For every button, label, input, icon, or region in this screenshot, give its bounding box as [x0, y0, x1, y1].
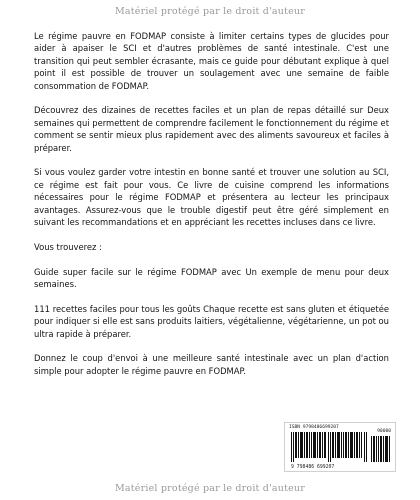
paragraph-discover: Découvrez des dizaines de recettes faciles et un plan de repas détaillé sur Deux semaines qui permettent de comprendre facilement le fonctionnement du régime et comment se sentir mieux plus rapidement avec des aliments savoureux et faciles à préparer. — [34, 105, 389, 153]
paragraph-you-will-find: Vous trouverez : — [34, 241, 102, 252]
copyright-watermark-top: Matériel protégé par le droit d'auteur — [115, 6, 305, 17]
price-code: 90000 — [377, 429, 391, 434]
paragraph-health: Si vous voulez garder votre intestin en bonne santé et trouver une solution au SCI, ce régime est fait pour vous. Ce livre de cuisine comprend les informations nécessaires pour le régime FODMAP et présentera au lecteur les principaux avantages. Assurez-vous que le trouble digestif peut être géré simplement en suivant les recommandations et en appréciant les recettes incluses dans ce livre. — [34, 167, 389, 228]
barcode-number: 9 798486 699207 — [291, 465, 335, 470]
copyright-watermark-bottom: Matériel protégé par le droit d'auteur — [115, 483, 305, 494]
paragraph-recipes: 111 recettes faciles pour tous les goûts Chaque recette est sans gluten et étiquetée pour indiquer si elle est sans produits laitiers, végétalienne, végétarienne, un pot ou ultra rapide à préparer. — [34, 303, 389, 339]
paragraph-closing: Donnez le coup d'envoi à une meilleure santé intestinale avec un plan d'action simple pour adopter le régime pauvre en FODMAP. — [34, 353, 389, 376]
paragraph-guide: Guide super facile sur le régime FODMAP avec Un exemple de menu pour deux semaines. — [34, 266, 389, 290]
barcode-bars-icon — [291, 432, 367, 462]
paragraph-intro: Le régime pauvre en FODMAP consiste à limiter certains types de glucides pour aider à apaiser le SCI et d'autres problèmes de santé intestinale. C'est une transition qui peut sembler écrasante, mais ce guide pour débutant explique à quel point il est possible de trouver un soulagement avec une semaine de faible consommation de FODMAP. — [34, 31, 389, 91]
isbn-label: ISBN 9798486699207 — [289, 425, 339, 430]
back-cover-text — [34, 30, 389, 377]
price-barcode-icon — [371, 436, 391, 462]
isbn-barcode — [284, 422, 396, 472]
